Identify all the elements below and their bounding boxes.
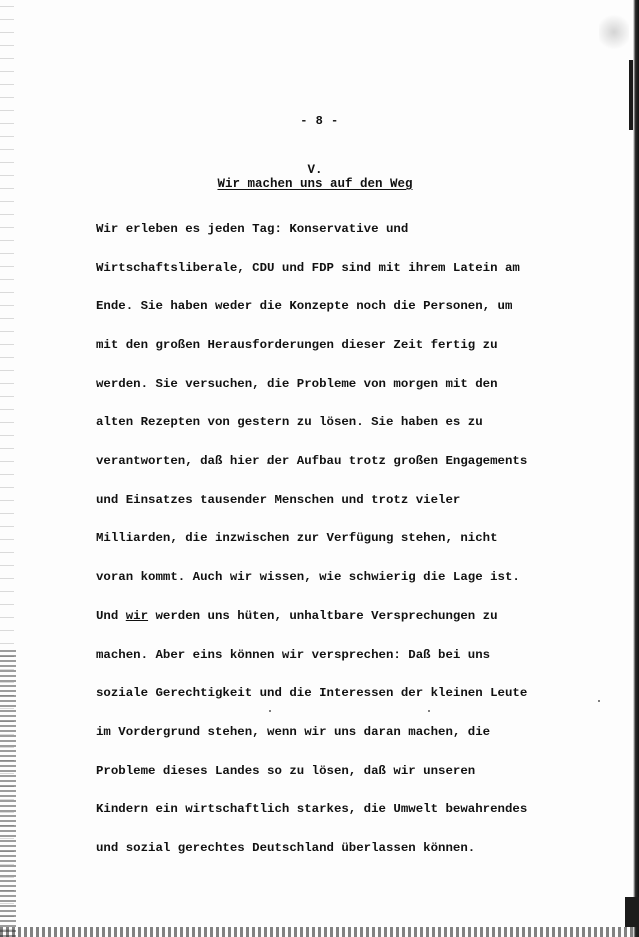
scan-speck bbox=[598, 700, 600, 702]
body-line: alten Rezepten von gestern zu lösen. Sie haben es zu bbox=[96, 415, 483, 430]
body-line: voran kommt. Auch wir wissen, wie schwierig die Lage ist. bbox=[96, 570, 520, 585]
body-line: und sozial gerechtes Deutschland überlassen können. bbox=[96, 841, 476, 856]
body-line: Probleme dieses Landes so zu lösen, daß wir unseren bbox=[96, 763, 476, 778]
scan-edge-bottom bbox=[0, 927, 639, 937]
emphasized-word: wir bbox=[125, 608, 149, 623]
body-line: im Vordergrund stehen, wenn wir uns daran machen, die bbox=[96, 724, 491, 739]
scan-edge-left-dark bbox=[0, 650, 16, 937]
scan-edge-right bbox=[633, 0, 639, 937]
body-line-segment: werden uns hüten, unhaltbare Versprechungen zu bbox=[148, 608, 498, 623]
body-line: Kindern ein wirtschaftlich starkes, die Umwelt bewahrendes bbox=[96, 802, 528, 817]
scan-corner-bottom-right bbox=[625, 897, 639, 927]
body-line-with-emphasis bbox=[96, 610, 536, 623]
body-line: soziale Gerechtigkeit und die Interessen der kleinen Leute bbox=[96, 686, 528, 701]
section-title: Wir machen uns auf den Weg bbox=[217, 177, 413, 191]
body-paragraph bbox=[96, 197, 536, 881]
page-number: - 8 - bbox=[300, 114, 339, 128]
body-line: machen. Aber eins können wir versprechen: Daß bei uns bbox=[96, 647, 491, 662]
body-line: werden. Sie versuchen, die Probleme von morgen mit den bbox=[96, 376, 498, 391]
scan-corner-smudge bbox=[599, 12, 629, 52]
body-line: Wir erleben es jeden Tag: Konservative und bbox=[96, 221, 409, 236]
body-line: mit den großen Herausforderungen dieser Zeit fertig zu bbox=[96, 337, 498, 352]
body-line-segment: Und bbox=[96, 608, 126, 623]
body-line: Wirtschaftsliberale, CDU und FDP sind mit ihrem Latein am bbox=[96, 260, 520, 275]
body-line: Milliarden, die inzwischen zur Verfügung stehen, nicht bbox=[96, 531, 498, 546]
body-line: Ende. Sie haben weder die Konzepte noch die Personen, um bbox=[96, 299, 513, 314]
body-line: und Einsatzes tausender Menschen und trotz vieler bbox=[96, 492, 461, 507]
section-numeral: V. bbox=[307, 163, 323, 177]
body-line: verantworten, daß hier der Aufbau trotz großen Engagements bbox=[96, 454, 528, 469]
